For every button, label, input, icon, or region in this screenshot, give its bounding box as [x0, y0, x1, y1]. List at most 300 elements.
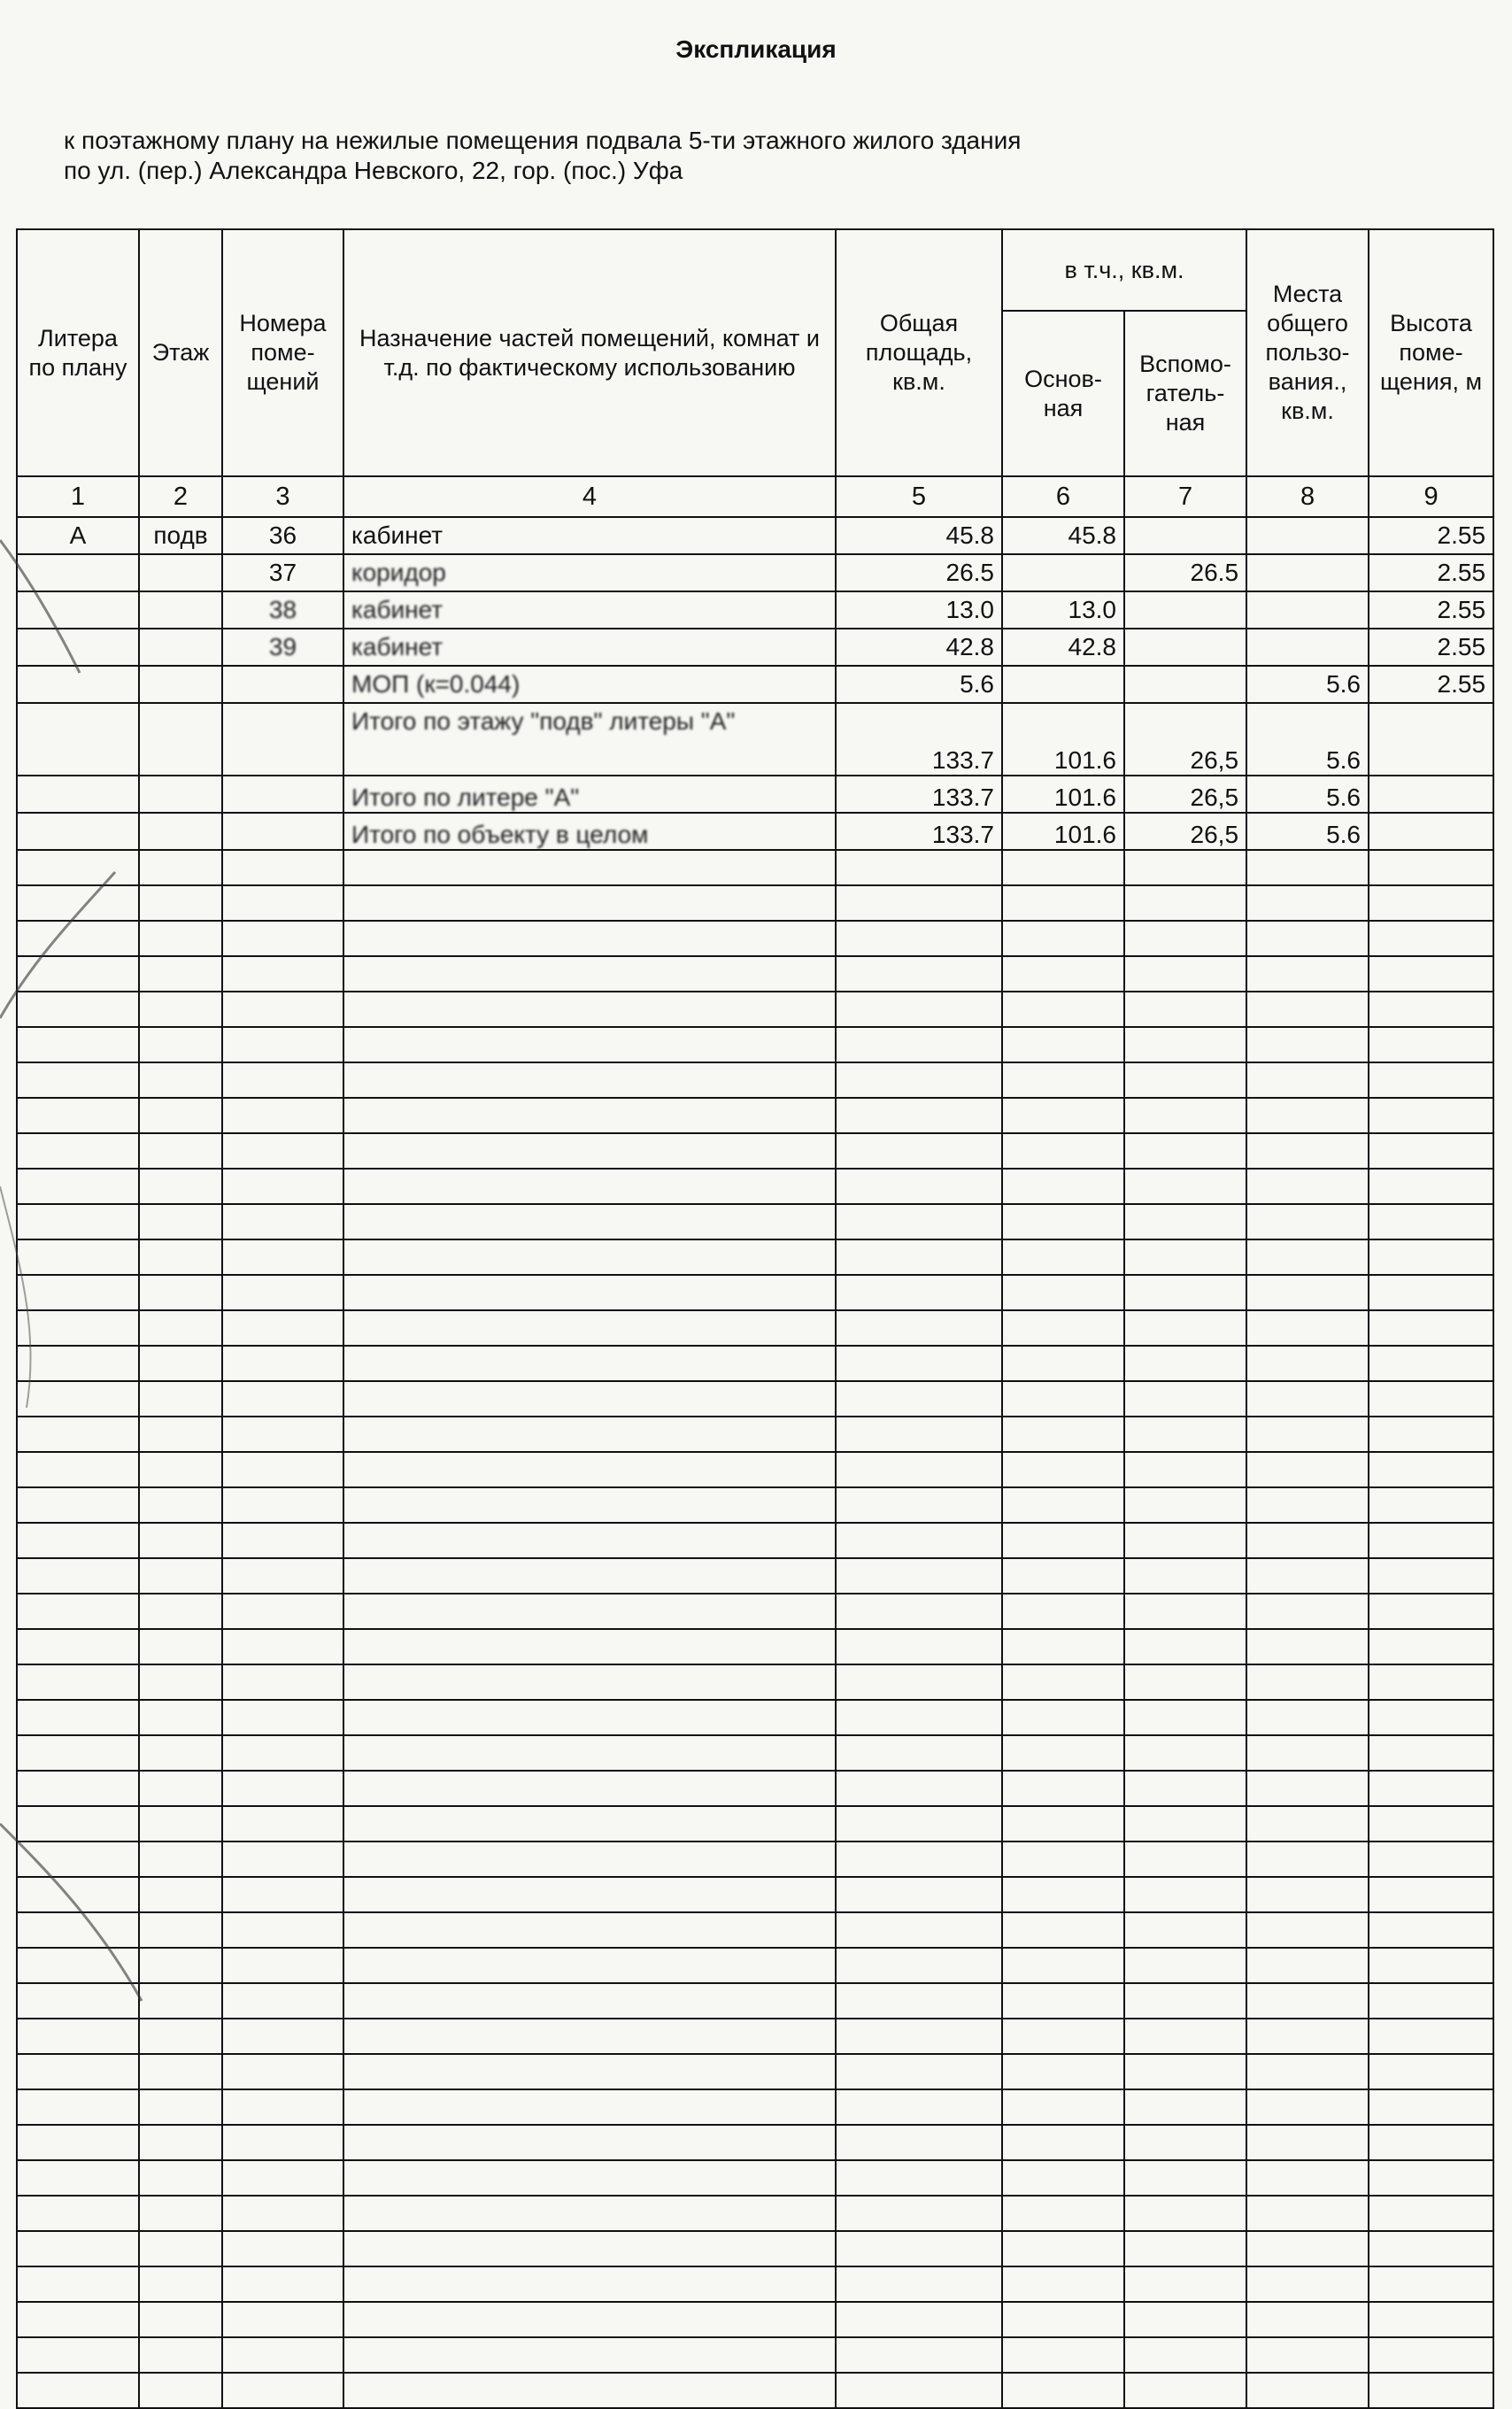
empty-cell: [836, 1877, 1002, 1912]
empty-table-row: [17, 1027, 1493, 1062]
empty-cell: [222, 2019, 343, 2054]
empty-cell: [1124, 2337, 1246, 2373]
empty-cell: [343, 1062, 836, 1098]
empty-table-row: [17, 2337, 1493, 2373]
empty-cell: [343, 1700, 836, 1735]
empty-cell: [1246, 1558, 1369, 1594]
empty-cell: [836, 1239, 1002, 1275]
empty-cell: [1246, 1912, 1369, 1948]
empty-cell: [343, 1027, 836, 1062]
header-common-area: Места общего пользо-вания., кв.м.: [1246, 229, 1369, 476]
empty-cell: [343, 956, 836, 992]
empty-cell: [139, 1771, 222, 1806]
empty-cell: [17, 2054, 139, 2089]
empty-cell: [222, 1983, 343, 2019]
cell-auxiliary-area: [1124, 591, 1246, 629]
empty-cell: [1124, 1310, 1246, 1346]
empty-cell: [222, 2231, 343, 2266]
empty-table-row: [17, 2196, 1493, 2231]
empty-cell: [1369, 1594, 1493, 1629]
empty-cell: [139, 2337, 222, 2373]
empty-cell: [1124, 2019, 1246, 2054]
total-label: Итого по этажу "подв" литеры "А": [343, 703, 836, 776]
empty-cell: [1369, 2089, 1493, 2125]
empty-cell: [139, 2196, 222, 2231]
empty-cell: [222, 1417, 343, 1452]
empty-cell: [139, 1417, 222, 1452]
cell-room-purpose: коридор: [343, 554, 836, 591]
cell-room-number: 36: [222, 517, 343, 554]
column-number: 7: [1124, 476, 1246, 517]
empty-cell: [1002, 1275, 1124, 1310]
empty-cell: [836, 1381, 1002, 1417]
cell-floor: [139, 554, 222, 591]
empty-cell: [836, 1912, 1002, 1948]
empty-cell: [1002, 1594, 1124, 1629]
empty-cell: [1246, 2302, 1369, 2337]
empty-cell: [1246, 2266, 1369, 2302]
empty-cell: [343, 1806, 836, 1841]
empty-cell: [1124, 1664, 1246, 1700]
empty-cell: [17, 956, 139, 992]
empty-cell: [222, 1841, 343, 1877]
header-litera: Литера по плану: [17, 229, 139, 476]
empty-cell: [1369, 921, 1493, 956]
empty-cell: [343, 1452, 836, 1487]
empty-cell: [343, 2337, 836, 2373]
empty-cell: [343, 1558, 836, 1594]
empty-cell: [139, 956, 222, 992]
empty-cell: [836, 1169, 1002, 1204]
empty-cell: [139, 921, 222, 956]
empty-cell: [1002, 921, 1124, 956]
empty-cell: [17, 1771, 139, 1806]
empty-cell: [1002, 2019, 1124, 2054]
header-height: Высота поме-щения, м: [1369, 229, 1493, 476]
empty-cell: [139, 1346, 222, 1381]
empty-cell: [343, 2019, 836, 2054]
empty-cell: [222, 1948, 343, 1983]
total-main-value: 101.6: [1002, 813, 1124, 850]
empty-cell: [1124, 2196, 1246, 2231]
empty-cell: [836, 1771, 1002, 1806]
empty-cell: [836, 1417, 1002, 1452]
empty-table-row: [17, 1169, 1493, 1204]
empty-cell: [1369, 2266, 1493, 2302]
empty-table-row: [17, 2019, 1493, 2054]
total-label: Итого по объекту в целом: [343, 813, 836, 850]
cell-room-purpose: МОП (к=0.044): [343, 666, 836, 703]
empty-cell: [139, 1700, 222, 1735]
empty-table-row: [17, 992, 1493, 1027]
empty-cell: [1246, 1983, 1369, 2019]
empty-cell: [1124, 2231, 1246, 2266]
empty-cell: [222, 1310, 343, 1346]
empty-cell: [222, 2196, 343, 2231]
empty-cell: [222, 1664, 343, 1700]
empty-cell: [1246, 2089, 1369, 2125]
empty-cell: [222, 1133, 343, 1169]
empty-cell: [343, 1948, 836, 1983]
empty-cell: [1369, 1558, 1493, 1594]
empty-table-row: [17, 1062, 1493, 1098]
empty-cell: [17, 1629, 139, 1664]
empty-cell: [1246, 885, 1369, 921]
empty-cell: [343, 1983, 836, 2019]
cell-floor: подв: [139, 517, 222, 554]
empty-cell: [1246, 1275, 1369, 1310]
empty-table-row: [17, 1948, 1493, 1983]
empty-cell: [836, 1629, 1002, 1664]
empty-cell: [1002, 1098, 1124, 1133]
empty-cell: [836, 2089, 1002, 2125]
empty-cell: [1246, 1062, 1369, 1098]
empty-cell: [17, 1204, 139, 1239]
empty-cell: [1369, 1700, 1493, 1735]
cell-auxiliary-area: 26.5: [1124, 554, 1246, 591]
empty-table-row: [17, 1594, 1493, 1629]
total-common-value: 5.6: [1246, 813, 1369, 850]
empty-cell: [1124, 1487, 1246, 1523]
empty-cell: [1124, 1523, 1246, 1558]
cell-main-area: [1002, 554, 1124, 591]
empty-cell: [343, 1523, 836, 1558]
cell-floor: [139, 666, 222, 703]
empty-cell: [139, 1912, 222, 1948]
empty-cell: [222, 956, 343, 992]
empty-cell: [1124, 1169, 1246, 1204]
table-row: [17, 629, 1493, 666]
empty-cell: [222, 1523, 343, 1558]
empty-cell: [17, 1133, 139, 1169]
empty-cell: [1369, 1664, 1493, 1700]
empty-cell: [1246, 1664, 1369, 1700]
empty-cell: [1369, 1771, 1493, 1806]
empty-cell: [17, 1806, 139, 1841]
empty-cell: [343, 2231, 836, 2266]
total-row-object: [17, 813, 1493, 850]
empty-cell: [1246, 1027, 1369, 1062]
empty-cell: [836, 1346, 1002, 1381]
empty-cell: [1369, 2019, 1493, 2054]
empty-cell: [1246, 1735, 1369, 1771]
empty-cell: [17, 2337, 139, 2373]
empty-cell: [836, 1487, 1002, 1523]
empty-cell: [222, 2054, 343, 2089]
empty-cell: [1369, 1841, 1493, 1877]
empty-cell: [17, 992, 139, 1027]
empty-cell: [17, 2302, 139, 2337]
empty-cell: [343, 850, 836, 885]
empty-table-row: [17, 2054, 1493, 2089]
empty-cell: [222, 1735, 343, 1771]
empty-table-row: [17, 850, 1493, 885]
empty-cell: [1246, 1346, 1369, 1381]
empty-cell: [1369, 1735, 1493, 1771]
empty-cell: [139, 1594, 222, 1629]
empty-cell: [343, 1664, 836, 1700]
empty-cell: [1002, 1877, 1124, 1912]
cell-room-number: [222, 666, 343, 703]
empty-cell: [139, 2231, 222, 2266]
empty-cell: [1002, 1841, 1124, 1877]
empty-cell: [139, 2373, 222, 2408]
empty-cell: [17, 1346, 139, 1381]
empty-table-row: [17, 1664, 1493, 1700]
empty-table-row: [17, 2125, 1493, 2160]
empty-cell: [222, 1275, 343, 1310]
cell-total-area: 42.8: [836, 629, 1002, 666]
empty-cell: [1369, 1629, 1493, 1664]
empty-cell: [17, 1417, 139, 1452]
empty-cell: [1246, 1098, 1369, 1133]
empty-cell: [1246, 1877, 1369, 1912]
empty-cell: [1369, 1487, 1493, 1523]
empty-table-row: [17, 1523, 1493, 1558]
empty-cell: [1369, 1806, 1493, 1841]
empty-cell: [139, 850, 222, 885]
header-total-area: Общая площадь, кв.м.: [836, 229, 1002, 476]
empty-cell: [1002, 1912, 1124, 1948]
empty-cell: [1124, 2302, 1246, 2337]
empty-cell: [17, 2196, 139, 2231]
total-area-value: 133.7: [836, 703, 1002, 776]
empty-cell: [139, 1027, 222, 1062]
empty-cell: [1124, 1239, 1246, 1275]
empty-cell: [1246, 1310, 1369, 1346]
empty-cell: [222, 2089, 343, 2125]
empty-cell: [222, 1452, 343, 1487]
empty-cell: [343, 921, 836, 956]
empty-cell: [1246, 1487, 1369, 1523]
empty-cell: [139, 2125, 222, 2160]
empty-cell: [1369, 1417, 1493, 1452]
empty-cell: [1124, 1877, 1246, 1912]
empty-cell: [1002, 992, 1124, 1027]
empty-cell: [17, 1948, 139, 1983]
empty-cell: [1124, 992, 1246, 1027]
empty-cell: [139, 1062, 222, 1098]
empty-cell: [222, 2302, 343, 2337]
empty-cell: [139, 1275, 222, 1310]
empty-table-row: [17, 1629, 1493, 1664]
empty-table-row: [17, 2160, 1493, 2196]
table-row: [17, 591, 1493, 629]
empty-cell: [1002, 1664, 1124, 1700]
empty-cell: [17, 1877, 139, 1912]
empty-cell: [1124, 921, 1246, 956]
empty-cell: [836, 2125, 1002, 2160]
empty-cell: [1002, 1806, 1124, 1841]
empty-cell: [1246, 2054, 1369, 2089]
empty-cell: [1246, 1452, 1369, 1487]
header-auxiliary-area: Вспомо-гатель-ная: [1124, 311, 1246, 476]
empty-cell: [343, 1133, 836, 1169]
empty-cell: [343, 1629, 836, 1664]
empty-cell: [17, 1452, 139, 1487]
empty-cell: [1002, 1204, 1124, 1239]
empty-cell: [1002, 2089, 1124, 2125]
empty-cell: [17, 2266, 139, 2302]
empty-cell: [139, 885, 222, 921]
empty-cell: [836, 1027, 1002, 1062]
cell-auxiliary-area: [1124, 666, 1246, 703]
empty-cell: [836, 2337, 1002, 2373]
empty-cell: [222, 2373, 343, 2408]
empty-cell: [1246, 1133, 1369, 1169]
empty-cell: [17, 1487, 139, 1523]
empty-cell: [1246, 992, 1369, 1027]
empty-cell: [836, 1204, 1002, 1239]
cell-room-number: 38: [222, 591, 343, 629]
empty-cell: [1124, 1062, 1246, 1098]
cell-auxiliary-area: [1124, 517, 1246, 554]
cell-main-area: [1002, 666, 1124, 703]
empty-cell: [1246, 1523, 1369, 1558]
cell-room-number: 39: [222, 629, 343, 666]
empty-cell: [836, 1806, 1002, 1841]
empty-cell: [343, 1098, 836, 1133]
empty-cell: [139, 1487, 222, 1523]
empty-cell: [1124, 1735, 1246, 1771]
empty-cell: [222, 1629, 343, 1664]
empty-table-row: [17, 1558, 1493, 1594]
column-number: 1: [17, 476, 139, 517]
cell-room-purpose: кабинет: [343, 517, 836, 554]
total-row-litera: [17, 776, 1493, 813]
empty-cell: [17, 2089, 139, 2125]
empty-cell: [836, 2373, 1002, 2408]
empty-cell: [17, 2125, 139, 2160]
total-common-value: 5.6: [1246, 776, 1369, 813]
cell-common-area: [1246, 629, 1369, 666]
empty-cell: [1002, 1700, 1124, 1735]
empty-cell: [1369, 2160, 1493, 2196]
empty-table-row: [17, 1983, 1493, 2019]
empty-cell: [222, 2125, 343, 2160]
empty-table-row: [17, 2373, 1493, 2408]
empty-table-row: [17, 1098, 1493, 1133]
column-number: 9: [1369, 476, 1493, 517]
empty-cell: [836, 1558, 1002, 1594]
total-main-value: 101.6: [1002, 776, 1124, 813]
empty-cell: [1002, 1417, 1124, 1452]
empty-cell: [1246, 1417, 1369, 1452]
empty-cell: [343, 1912, 836, 1948]
empty-cell: [343, 2302, 836, 2337]
empty-cell: [836, 1983, 1002, 2019]
empty-table-row: [17, 2089, 1493, 2125]
empty-cell: [139, 1310, 222, 1346]
empty-cell: [836, 1735, 1002, 1771]
empty-cell: [222, 1806, 343, 1841]
cell-floor: [139, 629, 222, 666]
table-row: [17, 517, 1493, 554]
empty-cell: [1124, 1098, 1246, 1133]
empty-cell: [1246, 2337, 1369, 2373]
header-purpose: Назначение частей помещений, комнат и т.д. по фактическому использованию: [343, 229, 836, 476]
empty-cell: [343, 1346, 836, 1381]
cell-litera: [17, 554, 139, 591]
empty-cell: [1002, 2266, 1124, 2302]
empty-cell: [1124, 2160, 1246, 2196]
empty-cell: [836, 1700, 1002, 1735]
empty-cell: [222, 1204, 343, 1239]
empty-cell: [1124, 2373, 1246, 2408]
empty-cell: [17, 1275, 139, 1310]
empty-cell: [1369, 1098, 1493, 1133]
empty-cell: [836, 992, 1002, 1027]
empty-cell: [1246, 1594, 1369, 1629]
empty-cell: [139, 1239, 222, 1275]
empty-cell: [139, 2054, 222, 2089]
empty-cell: [1002, 1381, 1124, 1417]
empty-cell: [343, 1877, 836, 1912]
empty-cell: [222, 1771, 343, 1806]
empty-cell: [836, 1948, 1002, 1983]
empty-cell: [17, 1735, 139, 1771]
empty-cell: [222, 1381, 343, 1417]
empty-cell: [1002, 1452, 1124, 1487]
empty-cell: [222, 2160, 343, 2196]
explication-table: [16, 228, 1494, 2409]
empty-cell: [1002, 956, 1124, 992]
empty-cell: [1002, 1133, 1124, 1169]
total-label: Итого по литере "А": [343, 776, 836, 813]
cell-total-area: 45.8: [836, 517, 1002, 554]
empty-cell: [343, 1275, 836, 1310]
empty-cell: [343, 1169, 836, 1204]
empty-cell: [17, 1169, 139, 1204]
empty-cell: [17, 1558, 139, 1594]
empty-cell: [343, 1204, 836, 1239]
empty-cell: [17, 2373, 139, 2408]
empty-cell: [836, 1664, 1002, 1700]
header-floor: Этаж: [139, 229, 222, 476]
empty-cell: [1002, 2373, 1124, 2408]
empty-rows: [17, 850, 1493, 2408]
empty-cell: [1002, 1629, 1124, 1664]
empty-cell: [139, 1629, 222, 1664]
empty-cell: [1124, 2266, 1246, 2302]
empty-cell: [1246, 956, 1369, 992]
empty-cell: [343, 885, 836, 921]
cell-common-area: [1246, 554, 1369, 591]
cell-height: 2.55: [1369, 591, 1493, 629]
empty-cell: [836, 921, 1002, 956]
empty-cell: [1124, 1133, 1246, 1169]
empty-cell: [139, 1877, 222, 1912]
empty-cell: [836, 1523, 1002, 1558]
empty-cell: [1369, 2373, 1493, 2408]
empty-cell: [1369, 1204, 1493, 1239]
empty-cell: [1246, 1169, 1369, 1204]
cell-main-area: 45.8: [1002, 517, 1124, 554]
empty-cell: [139, 2019, 222, 2054]
empty-cell: [1369, 1452, 1493, 1487]
empty-cell: [222, 1487, 343, 1523]
cell-litera: [17, 629, 139, 666]
cell-floor: [139, 591, 222, 629]
cell-room-purpose: кабинет: [343, 591, 836, 629]
empty-cell: [343, 1381, 836, 1417]
empty-cell: [1369, 1027, 1493, 1062]
empty-cell: [836, 1452, 1002, 1487]
empty-table-row: [17, 1381, 1493, 1417]
empty-table-row: [17, 1735, 1493, 1771]
empty-cell: [343, 1487, 836, 1523]
empty-cell: [1002, 2196, 1124, 2231]
